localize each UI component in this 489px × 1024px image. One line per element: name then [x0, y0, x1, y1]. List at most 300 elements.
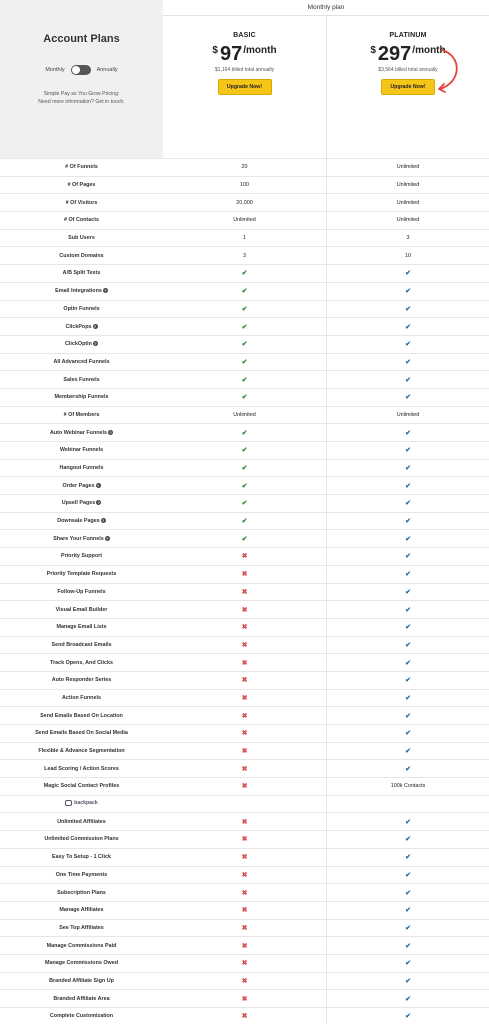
feature-label: [0, 412, 163, 418]
feature-label: [0, 800, 163, 808]
cell-basic: [163, 371, 326, 388]
cell-basic: [163, 424, 326, 441]
price-amount: 297: [377, 43, 412, 65]
check-icon: ✔: [405, 588, 411, 596]
cross-icon: ✖: [241, 836, 248, 844]
cell-platinum: [326, 265, 489, 282]
cell-basic: [163, 867, 326, 884]
check-icon: ✔: [405, 977, 411, 985]
cross-icon: ✖: [241, 748, 248, 756]
cell-platinum: [326, 159, 489, 176]
cell-platinum: [326, 654, 489, 671]
feature-label-text: Send Broadcast Emails: [51, 641, 112, 648]
table-row: [0, 423, 489, 441]
cross-icon: ✖: [241, 907, 248, 915]
feature-label: [0, 978, 163, 984]
help-icon[interactable]: ?: [102, 518, 105, 524]
annual-billing-text: $1,164 billed total annually: [214, 67, 275, 73]
cell-platinum: [326, 637, 489, 654]
cross-icon: ✖: [241, 712, 248, 720]
feature-label-text: Magic Social Contact Profiles: [43, 783, 120, 790]
table-row: [0, 1007, 489, 1024]
feature-label: [0, 571, 163, 577]
feature-label: [0, 430, 163, 436]
feature-label-text: Auto Webinar Funnels: [49, 429, 108, 436]
feature-label: [0, 695, 163, 701]
help-icon[interactable]: ?: [94, 341, 97, 347]
feature-label: [0, 996, 163, 1002]
plan-basic: [163, 16, 326, 158]
feature-label: [0, 500, 163, 506]
table-row: [0, 848, 489, 866]
feature-label: [0, 748, 163, 754]
feature-label-text: Manage Affiliates: [59, 907, 104, 914]
cell-basic: [163, 477, 326, 494]
cell-value: 20: [241, 164, 248, 171]
cell-basic: [163, 336, 326, 353]
cell-platinum: [326, 389, 489, 406]
cell-platinum: [326, 973, 489, 990]
help-icon[interactable]: ?: [96, 482, 100, 488]
cell-value: 10: [405, 252, 411, 259]
feature-label: [0, 872, 163, 878]
feature-label-text: Order Pages: [62, 482, 95, 489]
cross-icon: ✖: [241, 1013, 248, 1021]
feature-label: [0, 1013, 163, 1019]
feature-label: [0, 836, 163, 842]
cell-basic: [163, 654, 326, 671]
check-icon: ✔: [241, 323, 248, 331]
cross-icon: ✖: [241, 588, 248, 596]
table-row: [0, 476, 489, 494]
feature-label: [0, 200, 163, 206]
feature-label-text: Sub Users: [68, 235, 95, 242]
check-icon: ✔: [405, 288, 411, 296]
price-period: /month: [412, 45, 446, 56]
check-icon: ✔: [405, 270, 411, 278]
price-currency: $: [370, 45, 376, 56]
cross-icon: ✖: [241, 659, 248, 667]
feature-label-text: Send Emails Based On Location: [40, 712, 123, 719]
cell-platinum: [326, 566, 489, 583]
feature-label: [0, 890, 163, 896]
cell-basic: [163, 690, 326, 707]
table-row: [0, 565, 489, 583]
plan-name: PLATINUM: [389, 32, 427, 39]
feature-label-text: # Of Pages: [67, 182, 96, 189]
check-icon: ✔: [405, 694, 411, 702]
backpack-icon: [65, 800, 72, 806]
check-icon: ✔: [405, 1013, 411, 1021]
cell-basic: [163, 584, 326, 601]
feature-label: [0, 536, 163, 542]
feature-label-text: Flexible & Advance Segmentation: [38, 748, 125, 755]
check-icon: ✔: [405, 871, 411, 879]
table-row: [0, 335, 489, 353]
check-icon: ✔: [405, 765, 411, 773]
table-row: [0, 759, 489, 777]
toggle-knob: [72, 66, 80, 74]
cell-basic: [163, 530, 326, 547]
cell-basic: [163, 301, 326, 318]
cell-basic: [163, 177, 326, 194]
cell-platinum: [326, 778, 489, 795]
cross-icon: ✖: [241, 730, 248, 738]
help-icon[interactable]: ?: [97, 500, 100, 506]
page-title: Account Plans: [43, 33, 120, 45]
check-icon: ✔: [241, 447, 248, 455]
upgrade-button-platinum[interactable]: Upgrade Now!: [381, 79, 435, 95]
check-icon: ✔: [241, 376, 248, 384]
table-row: [0, 972, 489, 990]
feature-label-text: Follow-Up Funnels: [57, 588, 106, 595]
toggle-label-annually: Annually: [96, 67, 118, 73]
check-icon: ✔: [241, 270, 248, 278]
table-row: [0, 618, 489, 636]
check-icon: ✔: [241, 429, 248, 437]
cell-platinum: [326, 584, 489, 601]
cell-platinum: [326, 371, 489, 388]
cell-platinum: [326, 955, 489, 972]
table-row: [0, 406, 489, 424]
cell-platinum: [326, 477, 489, 494]
feature-label-text: Webinar Funnels: [59, 447, 104, 454]
table-row: [0, 883, 489, 901]
feature-label: [0, 288, 163, 294]
price-period: /month: [243, 45, 277, 56]
feature-label-text: Easy To Setup - 1 Click: [52, 854, 111, 861]
cell-basic: [163, 460, 326, 477]
cross-icon: ✖: [241, 924, 248, 932]
table-row: [0, 689, 489, 707]
cell-platinum: [326, 336, 489, 353]
help-icon[interactable]: ?: [93, 323, 97, 329]
cell-platinum: [326, 424, 489, 441]
cell-platinum: [326, 407, 489, 424]
cross-icon: ✖: [241, 694, 248, 702]
feature-label: [0, 235, 163, 241]
cross-icon: ✖: [241, 942, 248, 950]
check-icon: ✔: [405, 465, 411, 473]
check-icon: ✔: [405, 394, 411, 402]
check-icon: ✔: [241, 341, 248, 349]
check-icon: ✔: [241, 394, 248, 402]
check-icon: ✔: [405, 942, 411, 950]
check-icon: ✔: [405, 571, 411, 579]
cross-icon: ✖: [241, 624, 248, 632]
feature-label: [0, 270, 163, 276]
cell-basic: [163, 884, 326, 901]
cell-value: 100k Contacts: [390, 783, 426, 790]
feature-label: [0, 783, 163, 789]
table-row: [0, 176, 489, 194]
cell-platinum: [326, 548, 489, 565]
feature-label: [0, 164, 163, 170]
feature-label-text: All Advanced Funnels: [53, 358, 110, 365]
check-icon: ✔: [241, 465, 248, 473]
check-icon: ✔: [405, 924, 411, 932]
feature-label: [0, 713, 163, 719]
cross-icon: ✖: [241, 571, 248, 579]
feature-label: [0, 394, 163, 400]
cross-icon: ✖: [241, 871, 248, 879]
check-icon: ✔: [405, 748, 411, 756]
feature-label-text: Track Opens, And Clicks: [49, 659, 113, 666]
cell-basic: [163, 725, 326, 742]
plan-platinum: [326, 16, 489, 158]
table-row: [0, 353, 489, 371]
cell-value: Unlimited: [233, 217, 256, 224]
feature-label-text: One Time Payments: [55, 871, 108, 878]
feature-label: [0, 642, 163, 648]
cell-platinum: [326, 707, 489, 724]
feature-label: [0, 854, 163, 860]
feature-label: [0, 518, 163, 524]
cell-basic: [163, 637, 326, 654]
help-icon[interactable]: ?: [104, 288, 107, 294]
check-icon: ✔: [405, 482, 411, 490]
cell-platinum: [326, 283, 489, 300]
cell-basic: [163, 265, 326, 282]
cell-platinum: [326, 460, 489, 477]
check-icon: ✔: [405, 712, 411, 720]
pricing-info-line2[interactable]: Need more information? Get in touch.: [38, 99, 125, 105]
check-icon: ✔: [405, 606, 411, 614]
cross-icon: ✖: [241, 783, 248, 791]
feature-label-text: Custom Domains: [59, 252, 104, 259]
cell-platinum: [326, 672, 489, 689]
cross-icon: ✖: [241, 889, 248, 897]
check-icon: ✔: [405, 960, 411, 968]
help-icon[interactable]: ?: [109, 429, 112, 435]
cell-value: Unlimited: [396, 411, 420, 418]
cross-icon: ✖: [241, 977, 248, 985]
cell-value: Unlimited: [396, 217, 420, 224]
feature-label-text: Visual Email Builder: [55, 606, 108, 613]
cell-platinum: [326, 796, 489, 813]
cell-platinum: [326, 990, 489, 1007]
cell-basic: [163, 760, 326, 777]
toggle-label-monthly: Monthly: [45, 67, 65, 73]
feature-label: [0, 925, 163, 931]
table-row: [0, 529, 489, 547]
cell-basic: [163, 796, 326, 813]
feature-label: [0, 324, 163, 330]
cell-platinum: [326, 902, 489, 919]
feature-label: [0, 553, 163, 559]
cell-basic: [163, 973, 326, 990]
cell-platinum: [326, 442, 489, 459]
cell-platinum: [326, 354, 489, 371]
cell-value: 3: [243, 252, 246, 259]
feature-label: [0, 943, 163, 949]
table-row: [0, 370, 489, 388]
cell-basic: [163, 407, 326, 424]
feature-label-text: Branded Affiliate Area: [53, 995, 110, 1002]
cell-basic: [163, 778, 326, 795]
cell-basic: [163, 672, 326, 689]
feature-label: [0, 182, 163, 188]
cell-basic: [163, 566, 326, 583]
table-row: [0, 193, 489, 211]
table-row: [0, 671, 489, 689]
cell-platinum: [326, 849, 489, 866]
check-icon: ✔: [405, 854, 411, 862]
cell-basic: [163, 212, 326, 229]
feature-label-text: Optin Funnels: [63, 305, 100, 312]
pricing-info: [0, 90, 163, 106]
cross-icon: ✖: [241, 818, 248, 826]
table-row: [0, 441, 489, 459]
feature-label-text: Send Emails Based On Social Media: [35, 730, 128, 737]
upgrade-button-basic[interactable]: Upgrade Now!: [218, 79, 272, 95]
cell-basic: [163, 937, 326, 954]
cell-basic: [163, 159, 326, 176]
feature-label-text: Membership Funnels: [54, 394, 109, 401]
feature-label-text: ClickPops: [65, 323, 92, 330]
table-row: [0, 636, 489, 654]
check-icon: ✔: [405, 518, 411, 526]
backpack-logo: [65, 800, 98, 806]
feature-label-text: Sales Funnels: [63, 376, 100, 383]
table-row: [0, 583, 489, 601]
table-row: [0, 211, 489, 229]
cell-platinum: [326, 619, 489, 636]
cell-basic: [163, 601, 326, 618]
cell-basic: [163, 813, 326, 830]
table-row: [0, 706, 489, 724]
cell-platinum: [326, 725, 489, 742]
feature-label: [0, 907, 163, 913]
table-row: [0, 954, 489, 972]
cell-platinum: [326, 760, 489, 777]
annual-billing-text: $3,564 billed total annually: [378, 67, 438, 73]
cell-basic: [163, 389, 326, 406]
feature-label-text: ClickOptin: [65, 341, 92, 348]
pricing-info-line1: Simple Pay as You Grow Pricing:: [43, 91, 120, 97]
feature-label-text: # Of Funnels: [65, 164, 98, 171]
cell-platinum: [326, 513, 489, 530]
feature-label: [0, 960, 163, 966]
cell-platinum: [326, 194, 489, 211]
check-icon: ✔: [241, 500, 248, 508]
cell-basic: [163, 548, 326, 565]
cross-icon: ✖: [241, 606, 248, 614]
cell-platinum: [326, 831, 489, 848]
cell-value: 100: [240, 182, 249, 189]
table-row: [0, 936, 489, 954]
feature-label-text: Priority Support: [60, 553, 103, 560]
feature-label: [0, 447, 163, 453]
feature-label-text: Email Integrations: [55, 288, 102, 295]
cell-basic: [163, 354, 326, 371]
feature-label-text: Priority Template Requests: [46, 571, 117, 578]
check-icon: ✔: [405, 500, 411, 508]
feature-label-text: Manage Commissions Owed: [44, 960, 119, 967]
cross-icon: ✖: [241, 765, 248, 773]
check-icon: ✔: [405, 659, 411, 667]
feature-label-text: Manage Email Lists: [56, 624, 107, 631]
feature-label-text: Downsale Pages: [57, 518, 100, 525]
billing-toggle-row: [0, 65, 163, 75]
feature-label-text: Complete Customization: [49, 1013, 114, 1020]
feature-label: [0, 217, 163, 223]
check-icon: ✔: [241, 305, 248, 313]
cell-basic: [163, 619, 326, 636]
table-row: [0, 317, 489, 335]
table-row: [0, 600, 489, 618]
table-row: [0, 742, 489, 760]
check-icon: ✔: [405, 889, 411, 897]
feature-label-text: Unlimited Commission Plans: [44, 836, 119, 843]
check-icon: ✔: [405, 305, 411, 313]
cross-icon: ✖: [241, 677, 248, 685]
feature-label: [0, 589, 163, 595]
cell-basic: [163, 902, 326, 919]
table-row: [0, 158, 489, 176]
feature-label-text: Action Funnels: [62, 694, 101, 701]
table-row: [0, 989, 489, 1007]
check-icon: ✔: [405, 995, 411, 1003]
feature-label: [0, 341, 163, 347]
check-icon: ✔: [405, 553, 411, 561]
cell-platinum: [326, 495, 489, 512]
check-icon: ✔: [241, 288, 248, 296]
feature-label: [0, 819, 163, 825]
help-icon[interactable]: ?: [105, 535, 109, 541]
cell-platinum: [326, 920, 489, 937]
price-amount: 97: [219, 43, 243, 65]
table-row: [0, 653, 489, 671]
cell-value: Unlimited: [396, 182, 420, 189]
cell-basic: [163, 513, 326, 530]
cell-value: Unlimited: [233, 411, 256, 418]
check-icon: ✔: [405, 447, 411, 455]
check-icon: ✔: [405, 677, 411, 685]
feature-label-text: # Of Contacts: [63, 217, 100, 224]
feature-label-text: A/B Split Tests: [62, 270, 101, 277]
cell-value: 3: [406, 235, 410, 242]
table-row: [0, 901, 489, 919]
feature-label-text: See Top Affiliates: [59, 924, 104, 931]
feature-label: [0, 660, 163, 666]
cell-platinum: [326, 743, 489, 760]
cell-platinum: [326, 318, 489, 335]
monthly-plan-header: Monthly plan: [163, 0, 489, 16]
account-plans-panel: [0, 0, 163, 158]
feature-label-text: Lead Scoring / Action Scores: [44, 765, 119, 772]
cell-basic: [163, 849, 326, 866]
cell-platinum: [326, 1008, 489, 1024]
cell-basic: [163, 920, 326, 937]
check-icon: ✔: [405, 624, 411, 632]
feature-label: [0, 607, 163, 613]
table-row: [0, 919, 489, 937]
cell-value: Unlimited: [396, 164, 420, 171]
billing-period-toggle[interactable]: [71, 65, 91, 75]
feature-label-text: # Of Members: [63, 411, 100, 418]
check-icon: ✔: [405, 818, 411, 826]
cell-basic: [163, 707, 326, 724]
feature-label: [0, 253, 163, 259]
table-row: [0, 547, 489, 565]
feature-label: [0, 624, 163, 630]
cell-platinum: [326, 690, 489, 707]
table-row: [0, 512, 489, 530]
check-icon: ✔: [405, 836, 411, 844]
check-icon: ✔: [405, 429, 411, 437]
cross-icon: ✖: [241, 641, 248, 649]
